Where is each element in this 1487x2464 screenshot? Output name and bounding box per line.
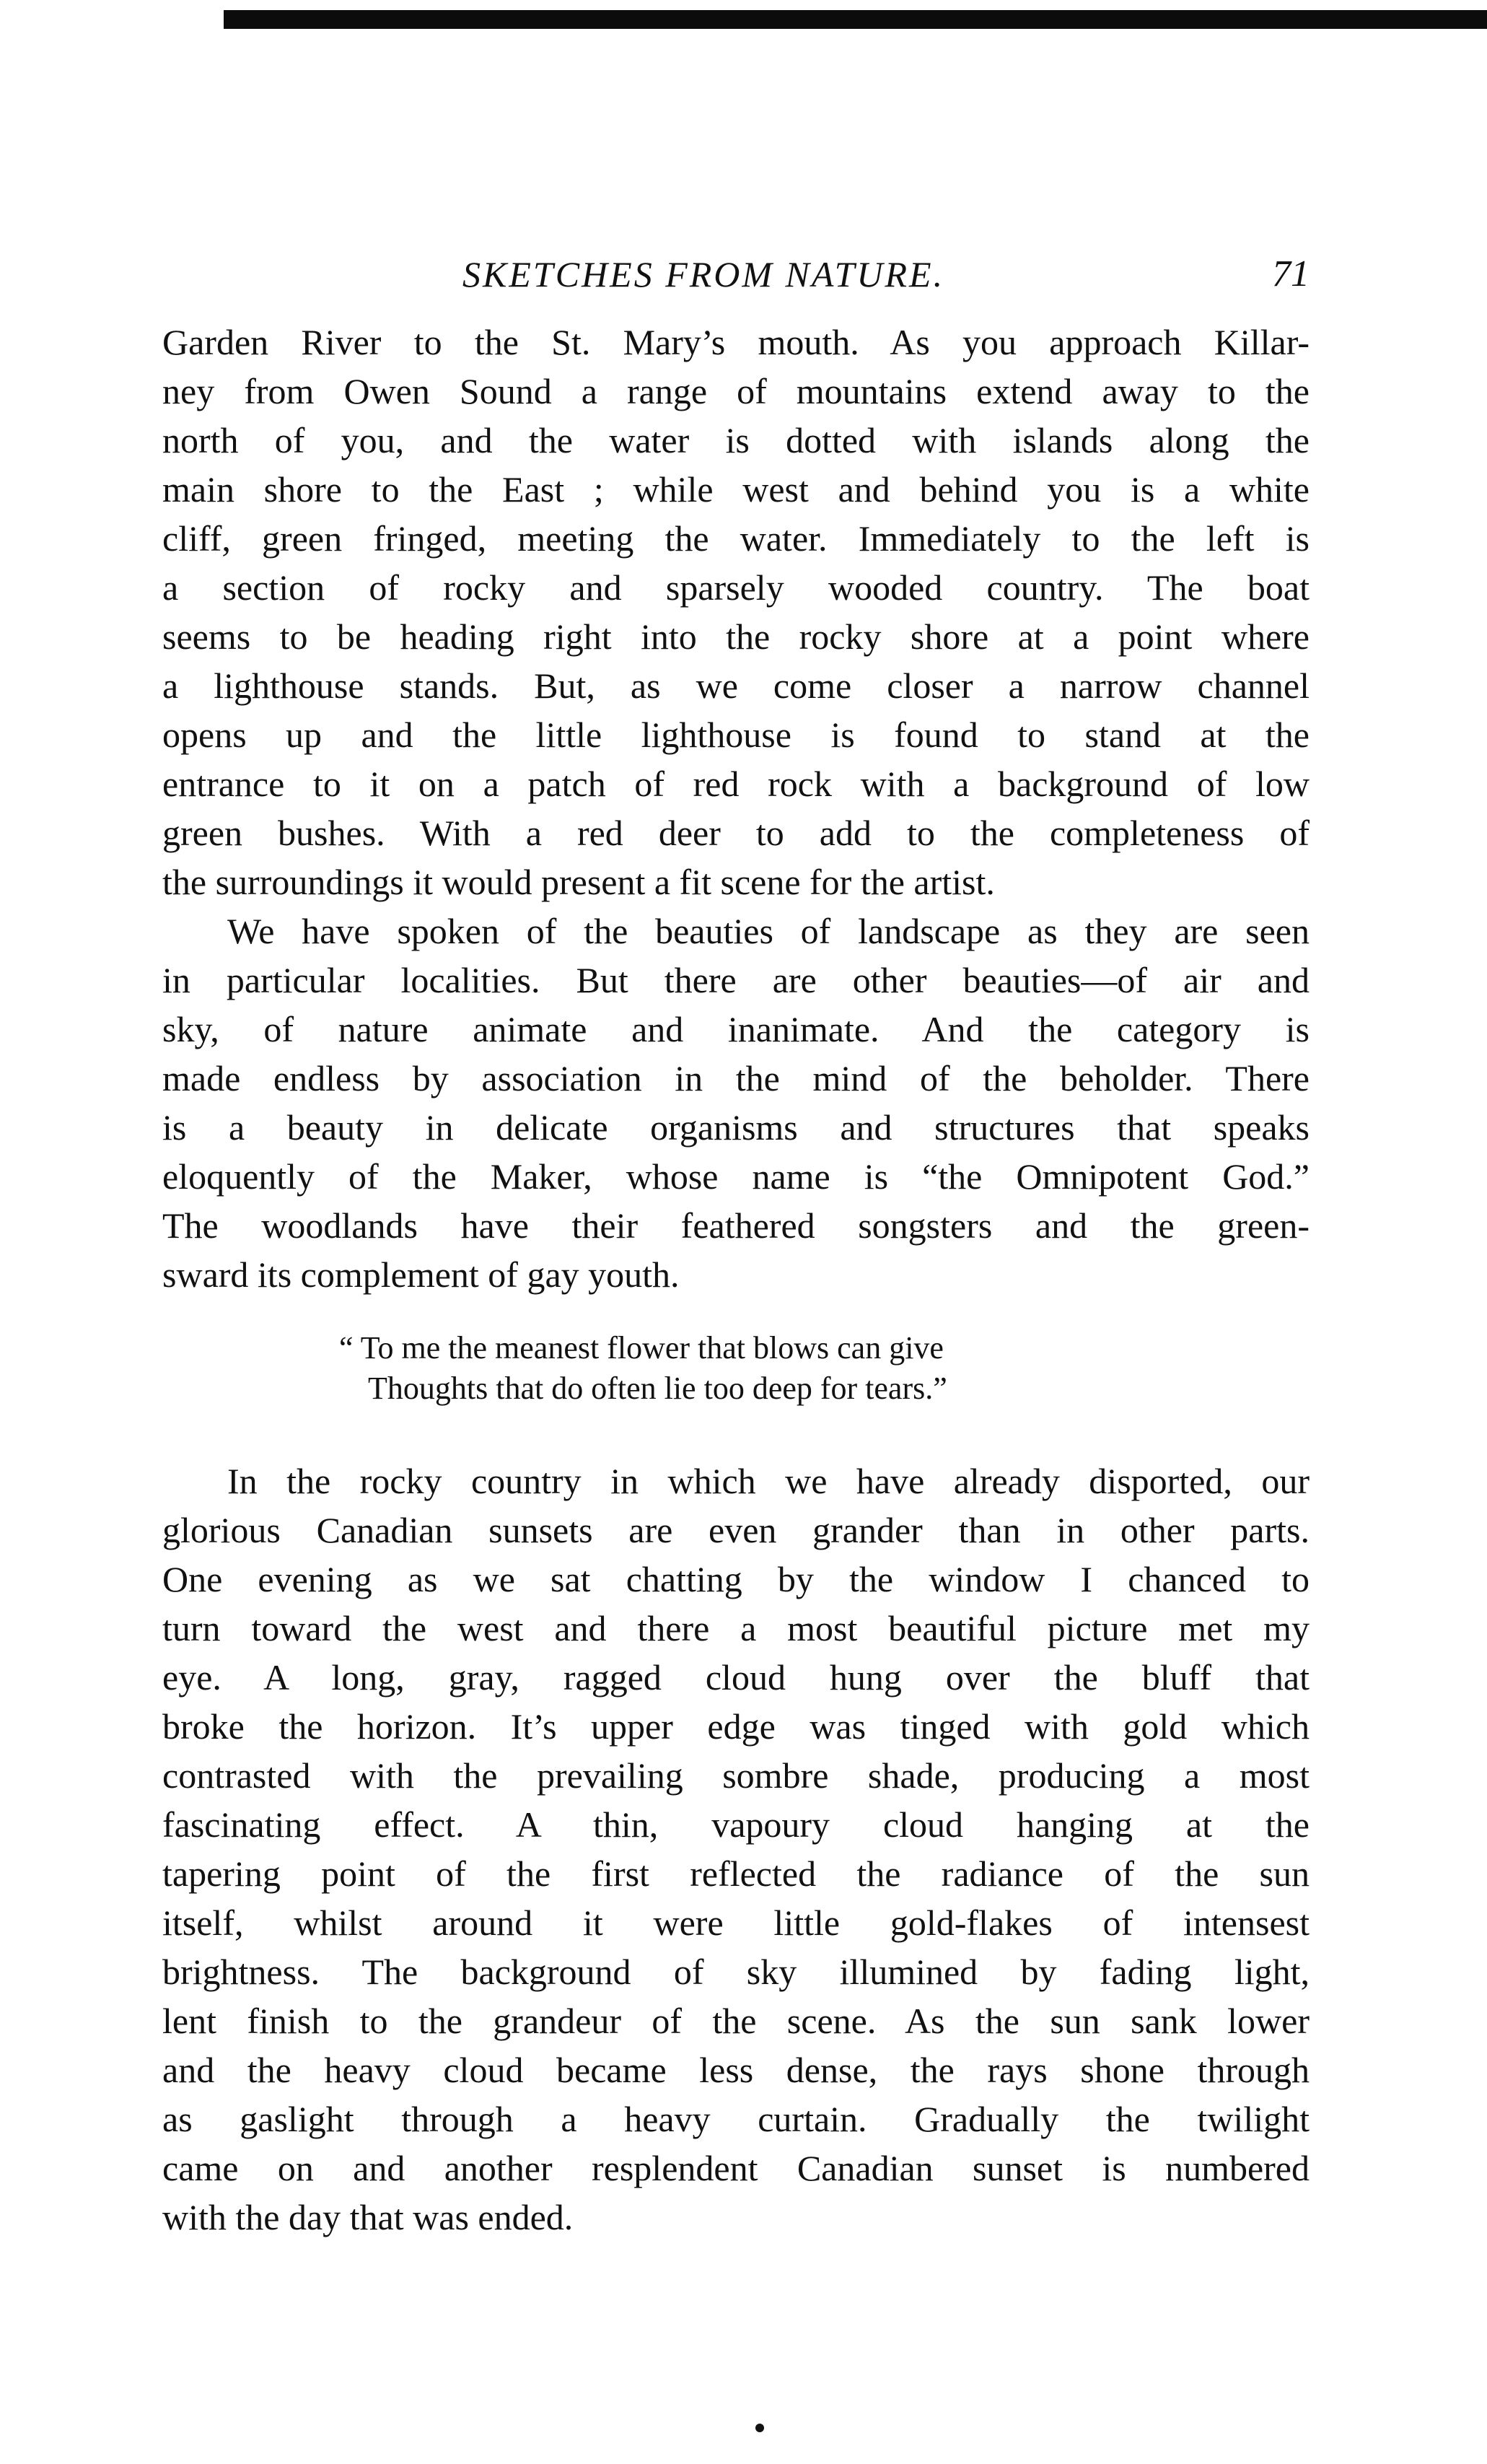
text-line: brightness. The background of sky illumined by fading light, (162, 1952, 1310, 1992)
text-line: seems to be heading right into the rocky shore at a point where (162, 616, 1310, 657)
text-line: contrasted with the prevailing sombre shade, producing a most (162, 1755, 1310, 1796)
text-line: fascinating effect. A thin, vapoury cloud hanging at the (162, 1804, 1310, 1845)
text-line: sky, of nature animate and inanimate. And the category is (162, 1009, 1310, 1049)
text-line: is a beauty in delicate organisms and structures that speaks (162, 1107, 1310, 1148)
text-line: The woodlands have their feathered songsters and the green- (162, 1205, 1310, 1246)
text-line: a section of rocky and sparsely wooded country. The boat (162, 567, 1310, 608)
text-line: made endless by association in the mind of the beholder. There (162, 1058, 1310, 1098)
text-line: eye. A long, gray, ragged cloud hung over the bluff that (162, 1657, 1310, 1698)
verse-line: Thoughts that do often lie too deep for tears.” (368, 1371, 947, 1406)
paragraph-garden-river (162, 318, 1310, 906)
running-title: SKETCHES FROM NATURE. (462, 254, 945, 294)
text-line: ney from Owen Sound a range of mountains extend away to the (162, 371, 1310, 411)
text-line: sward its complement of gay youth. (162, 1254, 680, 1295)
body-text (162, 318, 1310, 2242)
text-line: turn toward the west and there a most beautiful picture met my (162, 1608, 1310, 1648)
paragraph-sunset (162, 1456, 1310, 2242)
text-line: and the heavy cloud became less dense, the rays shone through (162, 2050, 1310, 2090)
text-line: main shore to the East ; while west and behind you is a white (162, 469, 1310, 510)
text-line: as gaslight through a heavy curtain. Gradually the twilight (162, 2099, 1310, 2139)
text-line: glorious Canadian sunsets are even grander than in other parts. (162, 1510, 1310, 1550)
text-line: in particular localities. But there are other beauties—of air and (162, 960, 1310, 1000)
text-line: cliff, green fringed, meeting the water. Immediately to the left is (162, 518, 1310, 559)
text-line: eloquently of the Maker, whose name is “the Omnipotent God.” (162, 1156, 1310, 1197)
text-line: One evening as we sat chatting by the window I chanced to (162, 1559, 1310, 1599)
top-edge-rule-thin (224, 16, 455, 20)
running-head (162, 245, 1310, 303)
text-line: entrance to it on a patch of red rock with a background of low (162, 764, 1310, 804)
text-line: came on and another resplendent Canadian sunset is numbered (162, 2148, 1310, 2188)
text-line: lent finish to the grandeur of the scene. As the sun sank lower (162, 2001, 1310, 2041)
text-line: Garden River to the St. Mary’s mouth. As you approach Killar- (162, 322, 1310, 362)
verse-quotation (162, 1328, 1310, 1409)
text-line: north of you, and the water is dotted with islands along the (162, 420, 1310, 460)
text-line: In the rocky country in which we have already disported, our (227, 1461, 1310, 1501)
page-number: 71 (1272, 253, 1310, 294)
text-line: the surroundings it would present a fit scene for the artist. (162, 862, 995, 902)
text-line: opens up and the little lighthouse is found to stand at the (162, 715, 1310, 755)
paragraph-beauties (162, 906, 1310, 1299)
text-line: a lighthouse stands. But, as we come closer a narrow channel (162, 665, 1310, 706)
text-line: We have spoken of the beauties of landscape as they are seen (227, 911, 1310, 951)
text-line: itself, whilst around it were little gold-flakes of intensest (162, 1902, 1310, 1943)
verse-line: “ To me the meanest flower that blows can give (339, 1330, 944, 1366)
text-line: tapering point of the first reflected the radiance of the sun (162, 1853, 1310, 1894)
text-line: green bushes. With a red deer to add to the completeness of (162, 813, 1310, 853)
text-line: broke the horizon. It’s upper edge was tinged with gold which (162, 1706, 1310, 1747)
text-line: with the day that was ended. (162, 2197, 574, 2237)
bottom-ink-dot (755, 2424, 764, 2432)
